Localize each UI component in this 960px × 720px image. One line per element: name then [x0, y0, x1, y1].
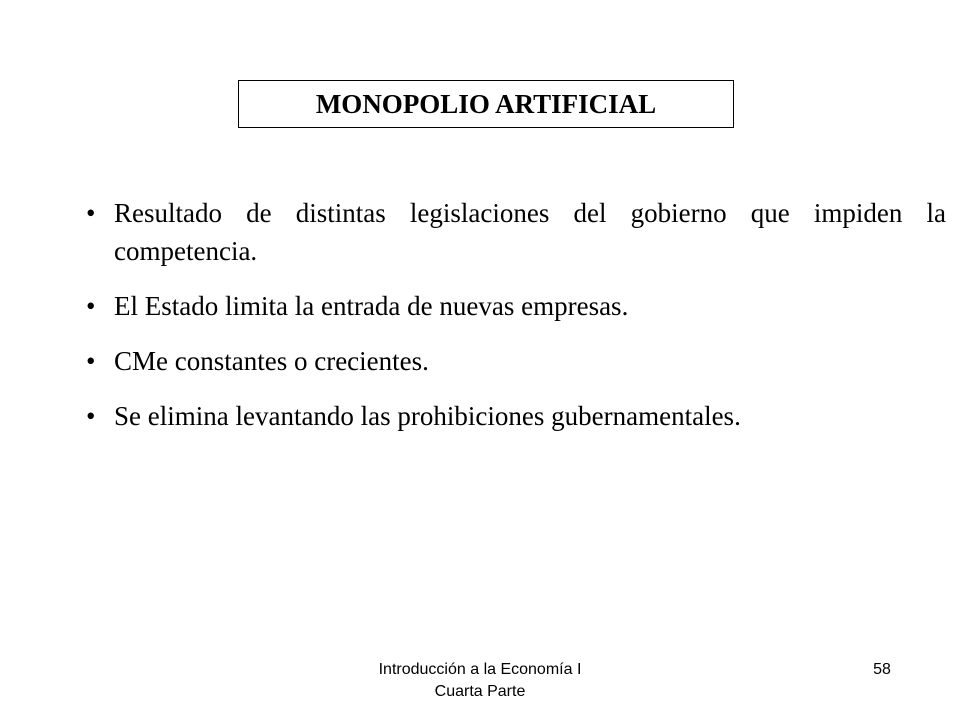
- slide-title: MONOPOLIO ARTIFICIAL: [315, 88, 657, 119]
- footer-course-title: [330, 659, 630, 703]
- bullet-list: [86, 194, 946, 452]
- bullet-dot: •: [86, 291, 96, 321]
- bullet-text: Se elimina levantando las prohibiciones gubernamentales.: [114, 401, 741, 431]
- bullet-item: [86, 397, 946, 435]
- bullet-item: [86, 287, 946, 325]
- slide-title-box: [238, 80, 734, 128]
- bullet-dot: •: [86, 346, 96, 376]
- bullet-item: [86, 194, 946, 270]
- bullet-text: Resultado de distintas legislaciones del gobierno que impiden la competencia.: [114, 198, 946, 266]
- footer-line-1: Introducción a la Economía I: [378, 661, 582, 678]
- bullet-item: [86, 342, 946, 380]
- footer-line-2: Cuarta Parte: [434, 683, 526, 700]
- page-number: 58: [873, 661, 891, 678]
- bullet-dot: •: [86, 401, 96, 431]
- bullet-dot: •: [86, 198, 96, 228]
- bullet-text: CMe constantes o crecientes.: [114, 346, 429, 376]
- bullet-text: El Estado limita la entrada de nuevas empresas.: [114, 291, 629, 321]
